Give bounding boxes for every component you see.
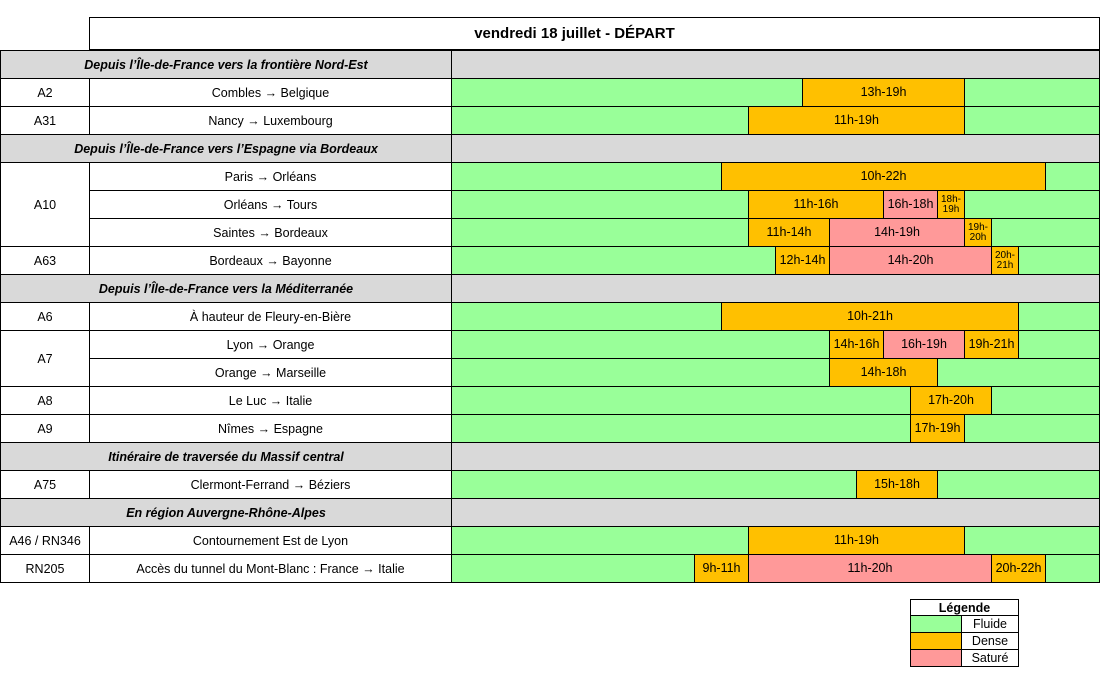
- section-header-auvergne: En région Auvergne-Rhône-Alpes: [0, 498, 452, 527]
- segment-dense: 20h-22h: [991, 554, 1046, 583]
- segment-dense: 13h-19h: [802, 78, 965, 107]
- road-label-a7: A7: [0, 330, 90, 387]
- segment-dense: 11h-19h: [748, 106, 965, 135]
- segment-sature: 16h-19h: [883, 330, 965, 359]
- segment-dense: 19h-21h: [964, 330, 1019, 359]
- segment-dense: 11h-14h: [748, 218, 830, 247]
- route-label: Orange → Marseille: [89, 358, 452, 387]
- legend-item-dense: [910, 633, 1019, 650]
- route-label: Accès du tunnel du Mont-Blanc : France → Italie: [89, 554, 452, 583]
- page-title: vendredi 18 juillet - DÉPART: [89, 17, 1100, 50]
- segment-dense: 20h-21h: [991, 246, 1019, 275]
- segment-dense: 9h-11h: [694, 554, 749, 583]
- segment-dense: 19h-20h: [964, 218, 992, 247]
- road-label-a10: A10: [0, 162, 90, 247]
- route-label: Contournement Est de Lyon: [89, 526, 452, 555]
- route-label: Lyon → Orange: [89, 330, 452, 359]
- section-band: [451, 442, 1100, 471]
- section-band: [451, 134, 1100, 163]
- legend-label-sature: Saturé: [962, 650, 1019, 667]
- legend-item-fluide: [910, 616, 1019, 633]
- route-label: Nîmes → Espagne: [89, 414, 452, 443]
- legend-swatch-sature: [910, 650, 962, 667]
- segment-dense: 11h-19h: [748, 526, 965, 555]
- route-label: Le Luc → Italie: [89, 386, 452, 415]
- section-header-espagne: Depuis l’Île-de-France vers l’Espagne via Bordeaux: [0, 134, 452, 163]
- road-label-a63: A63: [0, 246, 90, 275]
- road-label-a8: A8: [0, 386, 90, 415]
- legend-label-fluide: Fluide: [962, 616, 1019, 633]
- timeline-bar-fluide: [451, 78, 1100, 107]
- segment-dense: 15h-18h: [856, 470, 938, 499]
- timeline-bar-fluide: [451, 386, 1100, 415]
- timeline-bar-fluide: [451, 358, 1100, 387]
- route-label: Combles → Belgique: [89, 78, 452, 107]
- legend-label-dense: Dense: [962, 633, 1019, 650]
- segment-dense: 17h-20h: [910, 386, 992, 415]
- route-label: Nancy → Luxembourg: [89, 106, 452, 135]
- section-header-nord-est: Depuis l’Île-de-France vers la frontière Nord-Est: [0, 50, 452, 79]
- route-label: Paris → Orléans: [89, 162, 452, 191]
- road-label-rn205: RN205: [0, 554, 90, 583]
- segment-dense: 18h-19h: [937, 190, 965, 219]
- segment-sature: 14h-19h: [829, 218, 965, 247]
- road-label-a46: A46 / RN346: [0, 526, 90, 555]
- segment-dense: 10h-22h: [721, 162, 1046, 191]
- road-label-a75: A75: [0, 470, 90, 499]
- road-label-a9: A9: [0, 414, 90, 443]
- route-label: Bordeaux → Bayonne: [89, 246, 452, 275]
- timeline-bar-fluide: [451, 414, 1100, 443]
- route-label: À hauteur de Fleury-en-Bière: [89, 302, 452, 331]
- legend-swatch-fluide: [910, 616, 962, 633]
- road-label-a6: A6: [0, 302, 90, 331]
- segment-dense: 10h-21h: [721, 302, 1019, 331]
- legend-swatch-dense: [910, 633, 962, 650]
- segment-dense: 12h-14h: [775, 246, 830, 275]
- road-label-a31: A31: [0, 106, 90, 135]
- section-header-mediterranee: Depuis l’Île-de-France vers la Méditerranée: [0, 274, 452, 303]
- section-band: [451, 498, 1100, 527]
- segment-sature: 14h-20h: [829, 246, 992, 275]
- route-label: Orléans → Tours: [89, 190, 452, 219]
- section-header-massif-central: Itinéraire de traversée du Massif central: [0, 442, 452, 471]
- route-label: Clermont-Ferrand → Béziers: [89, 470, 452, 499]
- legend-title: Légende: [910, 599, 1019, 616]
- segment-dense: 14h-16h: [829, 330, 884, 359]
- segment-dense: 11h-16h: [748, 190, 884, 219]
- legend-item-sature: [910, 650, 1019, 667]
- timeline-bar-fluide: [451, 470, 1100, 499]
- segment-dense: 17h-19h: [910, 414, 965, 443]
- road-label-a2: A2: [0, 78, 90, 107]
- section-band: [451, 274, 1100, 303]
- segment-sature: 16h-18h: [883, 190, 938, 219]
- section-band: [451, 50, 1100, 79]
- segment-sature: 11h-20h: [748, 554, 992, 583]
- segment-dense: 14h-18h: [829, 358, 938, 387]
- route-label: Saintes → Bordeaux: [89, 218, 452, 247]
